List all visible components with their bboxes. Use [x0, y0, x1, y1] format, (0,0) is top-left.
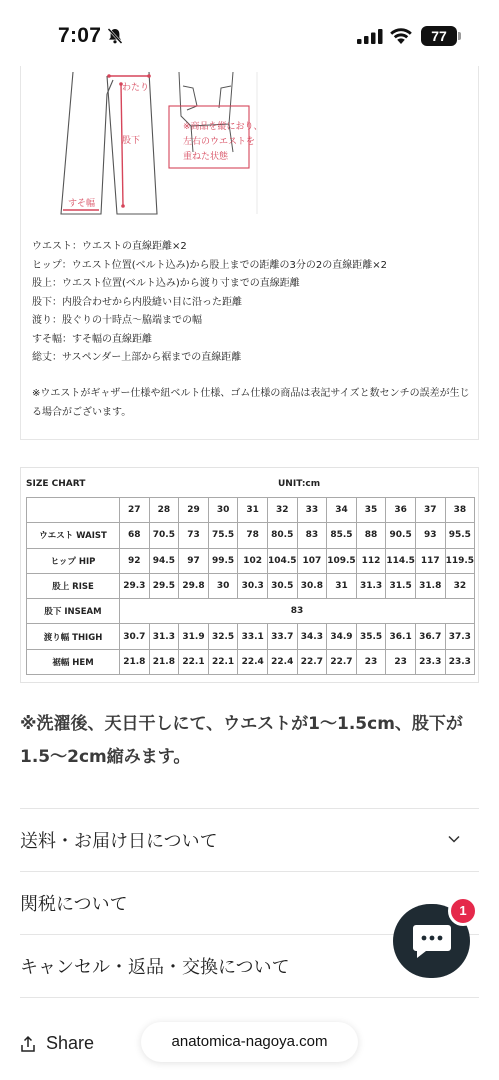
battery-tip: [458, 32, 461, 40]
size-chart-title: SIZE CHART: [26, 479, 86, 489]
size-value-cell: 102: [238, 548, 268, 573]
size-value-cell: 112: [356, 548, 386, 573]
size-header-cell: 35: [356, 498, 386, 523]
size-value-cell: 29.5: [149, 573, 179, 598]
size-chart-unit: UNIT:cm: [278, 479, 321, 489]
size-header-cell: 36: [386, 498, 416, 523]
size-value-cell: 75.5: [208, 523, 238, 548]
size-value-cell: 30.3: [238, 573, 268, 598]
size-row-label: 股下 INSEAM: [27, 599, 120, 624]
size-value-cell: 31.9: [179, 624, 209, 649]
size-header-cell: 29: [179, 498, 209, 523]
size-table-row: [27, 599, 475, 624]
size-value-cell: 92: [120, 548, 150, 573]
size-value-cell: 30.5: [267, 573, 297, 598]
size-value-cell: 33.1: [238, 624, 268, 649]
share-icon: [20, 1035, 36, 1053]
size-header-cell: 31: [238, 498, 268, 523]
size-value-cell: 107: [297, 548, 327, 573]
size-value-cell: 30.8: [297, 573, 327, 598]
size-value-cell: 23: [356, 649, 386, 674]
fold-note: ※商品を縦におり、 左右のウエストを 重ねた状態: [183, 122, 263, 162]
accordion-shipping[interactable]: [20, 808, 479, 871]
size-value-cell: 119.5: [445, 548, 475, 573]
size-header-cell: 30: [208, 498, 238, 523]
size-value-cell: 83: [120, 599, 475, 624]
size-value-cell: 90.5: [386, 523, 416, 548]
size-row-label: 股上 RISE: [27, 573, 120, 598]
size-header-cell: 37: [415, 498, 445, 523]
size-value-cell: 35.5: [356, 624, 386, 649]
size-value-cell: 23.3: [415, 649, 445, 674]
size-value-cell: 22.4: [238, 649, 268, 674]
size-value-cell: 94.5: [149, 548, 179, 573]
size-table-corner: [27, 498, 120, 523]
size-value-cell: 73: [179, 523, 209, 548]
accordion-shipping-label: 送料・お届け日について: [20, 831, 218, 852]
size-value-cell: 88: [356, 523, 386, 548]
size-value-cell: 70.5: [149, 523, 179, 548]
size-table-row: [27, 573, 475, 598]
size-value-cell: 85.5: [327, 523, 357, 548]
size-value-cell: 21.8: [120, 649, 150, 674]
label-mata-shita: 股下: [122, 136, 141, 146]
size-value-cell: 99.5: [208, 548, 238, 573]
size-value-cell: 95.5: [445, 523, 475, 548]
size-value-cell: 93: [415, 523, 445, 548]
size-value-cell: 31.8: [415, 573, 445, 598]
status-time: 7:07: [58, 24, 102, 47]
size-value-cell: 36.7: [415, 624, 445, 649]
cellular-signal-icon: [357, 29, 383, 44]
size-value-cell: 68: [120, 523, 150, 548]
size-value-cell: 31.3: [149, 624, 179, 649]
size-disclaimer: ※ウエストがギャザー仕様や紐ベルト仕様、ゴム仕様の商品は表記サイズと数センチの誤差が生じる場合がございます。: [32, 388, 470, 418]
size-row-label: 裾幅 HEM: [27, 649, 120, 674]
size-value-cell: 30: [208, 573, 238, 598]
status-bar: [0, 0, 499, 66]
size-value-cell: 23: [386, 649, 416, 674]
size-value-cell: 22.1: [179, 649, 209, 674]
size-value-cell: 22.1: [208, 649, 238, 674]
bell-muted-icon: [106, 27, 124, 45]
size-row-label: ウエスト WAIST: [27, 523, 120, 548]
definition-hem: すそ幅：すそ幅の直線距離: [32, 333, 152, 345]
size-value-cell: 37.3: [445, 624, 475, 649]
size-value-cell: 109.5: [327, 548, 357, 573]
size-header-cell: 33: [297, 498, 327, 523]
size-header-cell: 34: [327, 498, 357, 523]
size-table-row: [27, 548, 475, 573]
definition-rise: 股上：ウエスト位置(ベルト込み)から渡り寸までの直線距離: [32, 278, 300, 289]
size-table-row: [27, 624, 475, 649]
definition-hip: ヒップ：ウエスト位置(ベルト込み)から股上までの距離の3分の2の直線距離×2: [32, 259, 387, 271]
size-value-cell: 23.3: [445, 649, 475, 674]
size-value-cell: 31.5: [386, 573, 416, 598]
size-table-row: [27, 523, 475, 548]
share-button[interactable]: [20, 1033, 94, 1054]
accordion-customs-label: 関税について: [20, 894, 128, 915]
size-value-cell: 22.7: [327, 649, 357, 674]
share-label: Share: [46, 1033, 95, 1053]
definition-list: [32, 238, 472, 368]
label-susohaba: すそ幅: [68, 199, 96, 209]
address-bar-pill[interactable]: anatomica-nagoya.com: [141, 1022, 358, 1062]
battery-level: 77: [421, 26, 457, 46]
size-value-cell: 114.5: [386, 548, 416, 573]
wash-shrink-note: ※洗濯後、天日干しにて、ウエストが1～1.5cm、股下が1.5～2cm縮みます。: [20, 714, 463, 767]
size-row-label: 渡り幅 THIGH: [27, 624, 120, 649]
definition-inseam: 股下：内股合わせから内股縫い目に沿った距離: [32, 296, 242, 308]
size-table-header-row: [27, 498, 475, 523]
size-value-cell: 32: [445, 573, 475, 598]
size-value-cell: 104.5: [267, 548, 297, 573]
size-value-cell: 29.3: [120, 573, 150, 598]
wifi-icon: [389, 27, 413, 45]
size-value-cell: 22.7: [297, 649, 327, 674]
size-value-cell: 31: [327, 573, 357, 598]
size-value-cell: 97: [179, 548, 209, 573]
size-value-cell: 31.3: [356, 573, 386, 598]
size-header-cell: 38: [445, 498, 475, 523]
size-value-cell: 29.8: [179, 573, 209, 598]
size-value-cell: 34.9: [327, 624, 357, 649]
size-value-cell: 117: [415, 548, 445, 573]
size-header-cell: 28: [149, 498, 179, 523]
label-watari: わたり: [122, 83, 150, 93]
size-value-cell: 30.7: [120, 624, 150, 649]
size-value-cell: 22.4: [267, 649, 297, 674]
size-value-cell: 83: [297, 523, 327, 548]
size-value-cell: 34.3: [297, 624, 327, 649]
accordion-divider: [20, 997, 479, 998]
size-chart: [20, 467, 479, 683]
size-value-cell: 33.7: [267, 624, 297, 649]
measurement-guide: [20, 66, 479, 440]
definition-thigh: 渡り：股ぐりの十時点～脇端までの幅: [32, 315, 202, 326]
size-value-cell: 32.5: [208, 624, 238, 649]
size-value-cell: 21.8: [149, 649, 179, 674]
size-value-cell: 80.5: [267, 523, 297, 548]
chevron-down-icon: [447, 832, 461, 846]
size-table: [26, 497, 475, 675]
size-row-label: ヒップ HIP: [27, 548, 120, 573]
size-table-row: [27, 649, 475, 674]
definition-waist: ウエスト：ウエストの直線距離×2: [32, 241, 187, 252]
size-value-cell: 78: [238, 523, 268, 548]
definition-total-length: 総丈：サスペンダー上部から裾までの直線距離: [32, 352, 242, 363]
size-header-cell: 27: [120, 498, 150, 523]
chat-notification-badge: 1: [448, 896, 478, 926]
size-value-cell: 36.1: [386, 624, 416, 649]
size-header-cell: 32: [267, 498, 297, 523]
accordion-returns-label: キャンセル・返品・交換について: [20, 957, 290, 978]
chat-bubble-icon: [412, 923, 452, 959]
